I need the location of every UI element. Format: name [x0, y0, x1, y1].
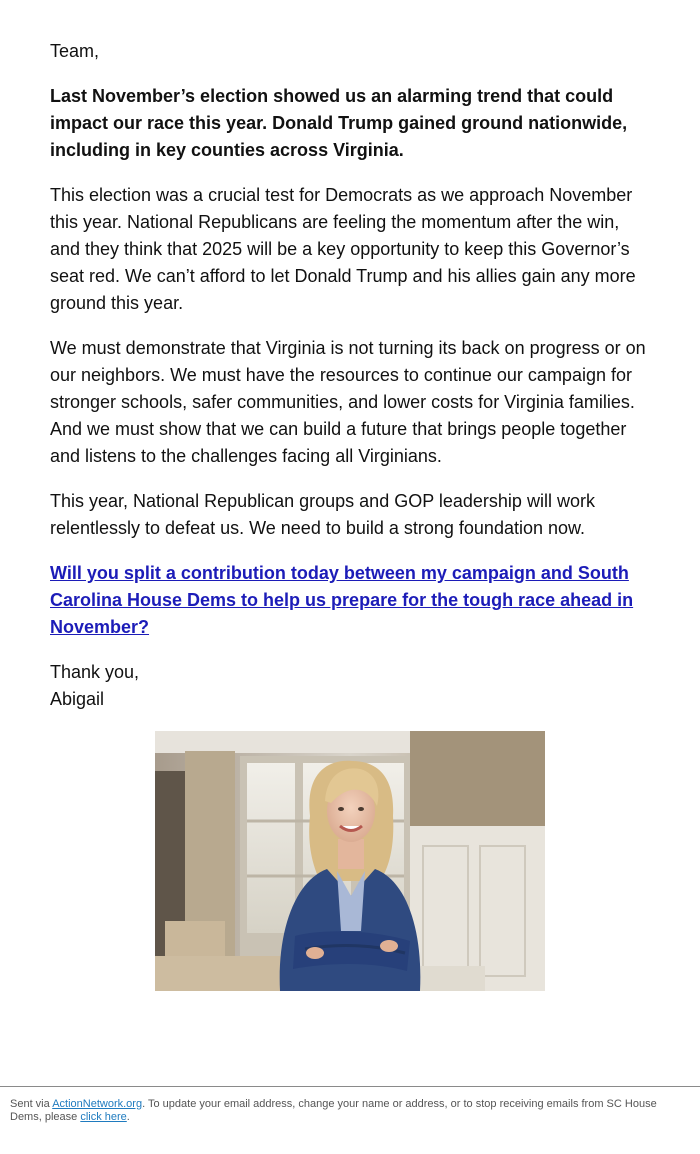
signoff-name: Abigail: [50, 689, 105, 709]
email-body: [50, 38, 650, 731]
body-paragraph: This year, National Republican groups and GOP leadership will work relentlessly to defeat us. We need to build a strong foundation now.: [50, 491, 595, 538]
body-paragraph: We must demonstrate that Virginia is not turning its back on progress or on our neighbors. We must have the resources to continue our campaign for stronger schools, safer communities, and lower costs for Virginia families. And we must show that we can build a future that brings people together and listens to the challenges facing all Virginians.: [50, 338, 646, 466]
candidate-photo: [155, 731, 545, 991]
signoff: [50, 659, 650, 713]
footer-text: . To update your email address, change your name or address, or to stop receiving emails from SC House Dems, please: [10, 1098, 657, 1123]
actionnetwork-link[interactable]: ActionNetwork.org: [52, 1098, 143, 1110]
email-footer: [0, 1086, 700, 1124]
candidate-portrait-icon: [155, 731, 545, 991]
cta-paragraph: [50, 560, 650, 641]
unsubscribe-link[interactable]: click here: [80, 1111, 127, 1123]
greeting: Team,: [50, 41, 100, 61]
footer-prefix: Sent via: [10, 1098, 53, 1110]
contribute-link[interactable]: Will you split a contribution today between my campaign and South Carolina House Dems to help us prepare for the tough race ahead in November?: [50, 563, 634, 637]
footer-suffix: .: [126, 1111, 130, 1123]
lead-paragraph: Last November’s election showed us an alarming trend that could impact our race this year. Donald Trump gained ground nationwide, including in key counties across Virginia.: [50, 86, 628, 160]
signoff-thanks: Thank you,: [50, 662, 140, 682]
body-paragraph: This election was a crucial test for Democrats as we approach November this year. National Republicans are feeling the momentum after the win, and they think that 2025 will be a key opportunity to keep this Governor’s seat red. We can’t afford to let Donald Trump and his allies gain any more ground this year.: [50, 185, 636, 313]
